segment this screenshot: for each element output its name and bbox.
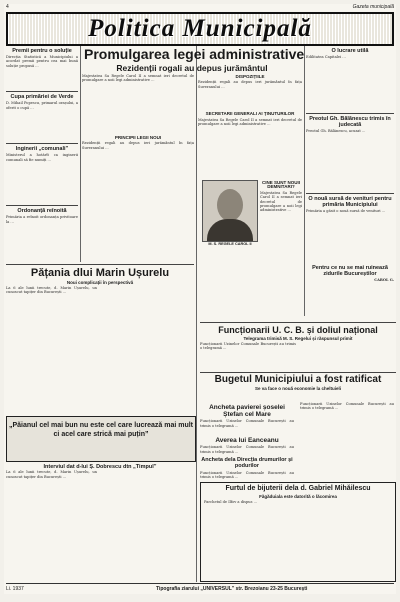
divider (6, 91, 78, 92)
story-headline: Funcționarii U. C. B. și doliul național (218, 325, 378, 335)
article-text: Majestatea Sa Regele Carol II a semnat ieri decretul de promulgare a noii legi administrative ... (82, 74, 194, 83)
story-headline: Bugetul Municipiului a fost ratificat (214, 374, 382, 385)
article-headline: Preotul Gh. Bălănescu trimis în judecată (309, 116, 391, 129)
article-text: Direcția Statistică a Municipiului a acordat premii pentru cea mai bună soluție propusă ... (6, 55, 78, 68)
main-headline: Promulgarea legei administrative (84, 46, 305, 62)
page-number: 4 (6, 4, 9, 10)
article-text: Primăria a reînoit ordonanța privitoare la ... (6, 215, 78, 224)
story-subheadline: Se va face o nouă economie la cheltuieli (254, 386, 342, 391)
divider (6, 143, 78, 144)
article-text: Rezidenții regali au depus ieri jurământul în fața Suveranului ... (82, 141, 194, 150)
article-text: Funcționarii Uzinelor Comunale București au trimis o telegramă ... (200, 419, 294, 428)
column-rule (80, 46, 81, 262)
article-text: Ministerul a hotărît ca inginerii comunali să fie numiți ... (6, 153, 78, 162)
portrait-caption: M. S. REGELE CAROL II (208, 242, 252, 246)
divider (306, 193, 394, 194)
article-headline: Cupa primăriei de Verde (10, 94, 74, 101)
main-article-right (198, 74, 302, 180)
main-headline-block (84, 46, 305, 73)
right-stories (200, 320, 396, 392)
section-heading: SECRETARII GENERALI AI ȚINUTURILOR (205, 111, 295, 117)
article-text: Funcționarii Uzinelor Comunale București au trimis o telegramă ... (200, 470, 294, 479)
article-text: D. Mihail Popescu, primarul orașului, a oferit o cupă ... (6, 101, 78, 110)
story-headline: Pățania dlui Marin Ușurelu (30, 267, 170, 279)
column-rule (196, 46, 197, 582)
top-line (6, 4, 394, 12)
newspaper-page (4, 4, 396, 594)
article-text: Edilitatea Capitalei ... (306, 55, 346, 60)
article-text: Primăria a găsit o nouă sursă de venituri ... (306, 209, 386, 214)
divider (306, 113, 394, 114)
theft-story-box (200, 482, 396, 582)
masthead-title: Politica Municipală (88, 15, 312, 42)
quote-box (6, 416, 196, 462)
column-rule (304, 46, 305, 316)
right-lower-right (300, 402, 394, 480)
story-subheadline: Telegrama trimisă M. S. Regelui și răspunsul primit (243, 336, 353, 341)
article-headline: Inginerii „comunali” (15, 146, 69, 153)
section-heading: PRINCIPII LEGII NOUI (114, 135, 162, 140)
left-column (6, 46, 78, 247)
article-headline: Ordonanță reînoită (17, 208, 67, 215)
article-headline: O lucrare utilă (331, 48, 369, 54)
divider (200, 372, 396, 373)
divider (6, 205, 78, 206)
right-lower-left (200, 402, 294, 481)
story-headline: Furtul de bijuterii dela d. Gabriel Mihăilescu (225, 485, 371, 492)
printer-imprint: Tipografia ziarului „UNIVERSUL” str. Brezoianu 23-25 București (156, 586, 308, 592)
story-subheadline: Făgăduiala este datorită o lăcomirea (259, 494, 337, 499)
king-portrait (202, 180, 258, 242)
main-subheadline: Rezidenții rogali au depus jurământul (116, 63, 268, 73)
article-text: Rezidenții regali au depus ieri jurământul în fața Suveranului ... (198, 80, 302, 89)
article-headline: Ancheta dela Direcția drumurilor și podurilor (201, 457, 293, 470)
article-text: Funcționarii Uzinelor Comunale București au trimis o telegramă ... (200, 342, 296, 351)
article-headline: Premii pentru o soluție (12, 48, 72, 54)
right-column (306, 46, 394, 300)
article-text: Funcționarii Uzinelor Comunale București au trimis o telegramă ... (200, 445, 294, 454)
article-headline: Ancheta pavierei șoselei Ștefan cel Mare (209, 404, 285, 419)
article-headline: Averea lui Eanceanu (215, 437, 279, 445)
story-subheadline: Noui complicații în perspectivă (66, 280, 134, 285)
article-text: Majestatea Sa Regele Carol II a semnat ieri decretul de promulgare a noii legi administrative ... (260, 190, 302, 213)
quote-attribution: Interviul dat d-lui Ș. Dobrescu dtn „Timpul” (43, 464, 157, 470)
quote-text: „Păianul cel mai bun nu este cel care lucrează mai mult ci acel care strică mai puțin” (8, 422, 194, 438)
quote-section (6, 464, 194, 582)
section-heading: CINE SUNT NOUII DEMNITARI? (261, 180, 300, 190)
article-headline: O nouă sursă de venituri pentru primăria Municipiului (308, 196, 392, 209)
section-heading: DISPOZIȚIILE (235, 74, 265, 79)
main-article-left (82, 74, 194, 253)
divider (200, 322, 396, 323)
article-text: Funcționarii Uzinelor Comunale București au trimis o telegramă ... (300, 402, 394, 411)
masthead (6, 12, 394, 46)
article-text: La 6 ale lunii trecute, d. Marin Ușurelu, un cunoscut tapițer din București ... (6, 286, 97, 295)
main-article-continued (260, 180, 302, 263)
article-headline: Pentru ce nu se mai ruinează zidurile Bucureștilor (312, 265, 388, 278)
article-text: Preotul Gh. Bălănescu, acuzat ... (306, 129, 366, 134)
footer-left: Li. 1937 (6, 586, 24, 592)
divider (6, 264, 194, 265)
article-text: La 6 ale lunii trecute, d. Marin Ușurelu, un cunoscut tapițer din București ... (6, 470, 97, 479)
footer (6, 583, 394, 594)
article-text: Majestatea Sa Regele Carol II a semnat ieri decretul de promulgare a noii legi administrative ... (198, 117, 302, 127)
signature: CAROL G. (374, 278, 394, 283)
publication-name: Gazeta municipală (352, 4, 394, 10)
article-text: Parchetul de Ilfov a dispus ... (204, 500, 258, 504)
